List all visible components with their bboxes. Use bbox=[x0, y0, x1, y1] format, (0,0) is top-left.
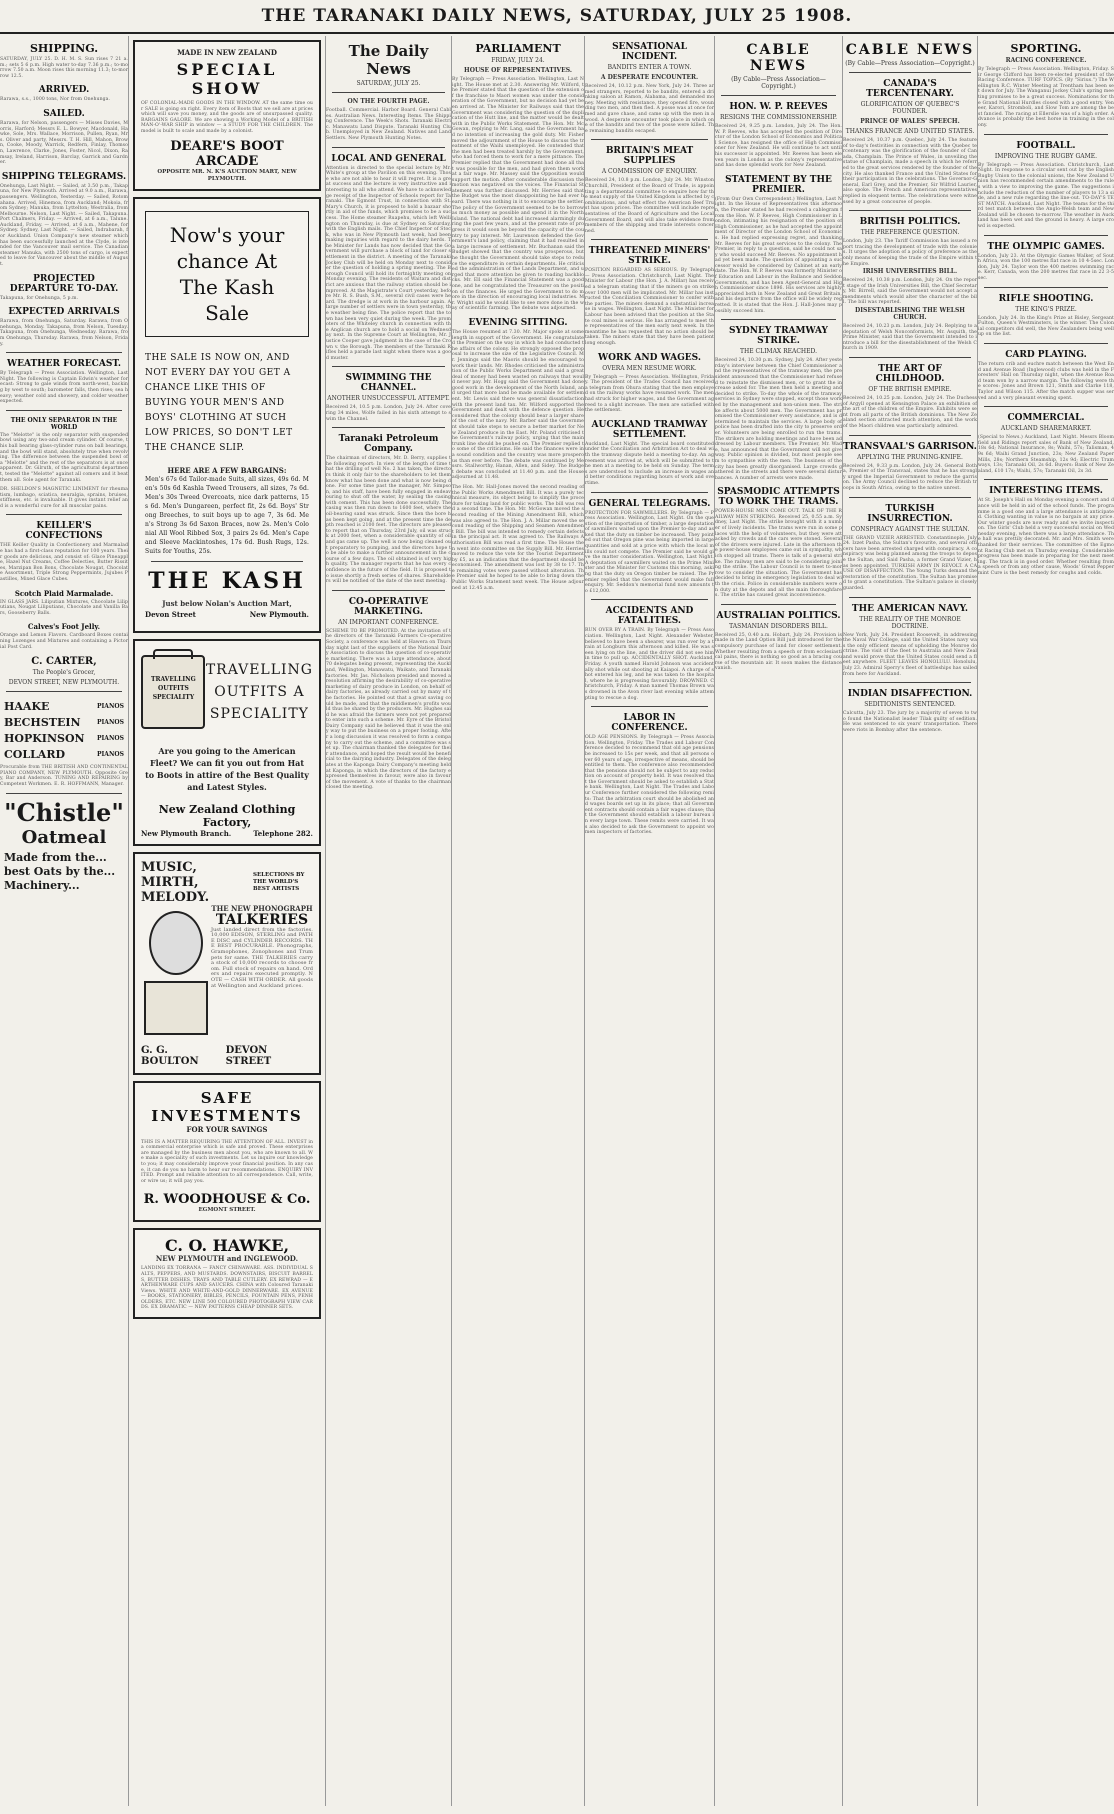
parliament-text-2: The Hon. Mr. Hall-Jones moved the second reading of the Public Works Amendment Bill. It was a purely technical measure, its object being to simplify the procedure for taking land for public works. The bill was read a second time. The Hon. Mr. McGowan moved the second reading of the Mining Amendment Bill, which was also agreed to. The Hon. J. A. Millar moved the second reading of the Shipping and Seamen Amendment Bill. The bill was intended to remedy certain defects in the principal act. It was agreed to. The Railways Authorisation Bill was read a first time. The House then went into committee on the Supply Bill. Mr. Herries moved to reduce the vote for the Tourist Department by £5, as an indication that the department should be economised. The amendment was lost by 38 to 17. The remaining votes were passed without alteration. The Premier said he hoped to be able to bring down the Public Works Statement next week. The House adjourned at 12.45 a.m. bbox=[452, 484, 584, 591]
divider bbox=[721, 604, 836, 605]
music-ad bbox=[133, 852, 321, 1075]
phonograph-icon bbox=[144, 981, 208, 1035]
kash-sub: Just below Nolan's Auction Mart, bbox=[162, 598, 292, 608]
rifle-heading: RIFLE SHOOTING. bbox=[998, 293, 1094, 304]
meat-heading: BRITAIN'S MEAT SUPPLIES bbox=[605, 146, 694, 167]
column-6 bbox=[715, 36, 843, 1806]
sporting-heading: SPORTING. bbox=[1010, 42, 1082, 55]
indian-text: Calcutta, July 23. The jury by a majority of seven to two found the Nationalist leader Tilak guilty of sedition. He was sentenced to six years' transportation. There were riots in Bombay after the sentence. bbox=[843, 711, 977, 734]
weather-heading: WEATHER FORECAST. bbox=[6, 359, 122, 370]
local-general-heading: LOCAL AND GENERAL bbox=[331, 153, 446, 164]
kash-ad bbox=[133, 197, 321, 633]
hawke-ad bbox=[133, 1228, 321, 1319]
made-nz-ad bbox=[133, 40, 321, 191]
music-body bbox=[141, 905, 313, 1039]
reeves-heading: HON. W. P. REEVES bbox=[729, 102, 828, 112]
american-text: New York, July 24. President Roosevelt, in addressing the Naval War College, said the United States navy was the only efficient means of upholding the Monroe doctrine. The visit of the fleet to Australia and New Zealand would prove that the United States could send a fleet anywhere. FLEET LEAVES HONOLULU. Honolulu, July 23. Admiral Sperry's fleet of battleships has sailed from here for Auckland. bbox=[843, 632, 977, 677]
turkish-sub: CONSPIRACY AGAINST THE SULTAN. bbox=[850, 525, 970, 533]
safe-sub: FOR YOUR SAVINGS bbox=[186, 1124, 268, 1134]
sharemarket-text: (Special to News.) Auckland, Last Night. Messrs Bloomfield and Ridings report sales of Bank of New Zealand, 18s 6d; National Insurance, 8s; Waihi, 57s; Talisman, 49s 6d; Waihi Grand Junction, 23s; New Zealand Paper Mills, 28s; Northern Steamship, 12s 9d; Electric Tramways, 13s; Taranaki Oil, 2s 6d. Buyers: Bank of New Zealand, £10 17s; Waihi, 57s; Taranaki Oil, 2s 3d. bbox=[978, 435, 1114, 474]
kings-sub: THE KING'S PRIZE. bbox=[1015, 305, 1077, 313]
divider bbox=[332, 427, 445, 428]
canada-heading: CANADA'S TERCENTENARY. bbox=[866, 79, 954, 99]
olympic-text: London, July 23. At the Olympic Games Walker, of South Africa, won the 100 metres flat race in 10 4-5sec. London, July 24. Taylor won the 400 metres swimming race. Kerr, Canada, won the 200 metres flat race in 22 3-5sec. bbox=[978, 253, 1114, 282]
daily-news-title: The Daily News bbox=[348, 42, 429, 78]
parliament-text: By Telegraph — Press Association. Wellington, Last Night. The House met at 2.30. Answering Mr. Wilford, the Premier stated that the question of the extension of the franchise to Maori women was under the consideration of the Government, but no decision had yet been arrived at. The Minister for Railways said that the Government was considering the question of the duplication of the Hutt line, and the matter would be dealt with in the Public Works Statement. The Hon. Mr. McGowan, replying to Mr. Lang, said the Government had no intention of increasing the gold duty. Mr. Fisher moved the adjournment of the House to discuss the treatment of the Waihi unemployed. He contended that the men had been treated harshly by the Government, who had forced them to work for a mere pittance. The Premier replied that the Government had done all that was possible for the men, and had given them work at a fair wage. Mr. Massey said the Opposition would support the motion. After considerable discussion the motion was negatived on the voices. The Financial Statement was further discussed. Mr. Herries said that the Budget was the most disappointing he had ever heard. There was nothing in it to encourage the settler. The policy of the Government seemed to be to borrow as much money as possible and spend it in the North Island. The national debt had increased alarmingly during the past few years, and at the present rate of progress it would soon be beyond the capacity of the country to pay interest. Mr. Laurenson defended the Government's land policy, claiming that it had resulted in a large increase of settlement. Mr. Buchanan said the Budget showed that the country was prosperous, but he thought the Government should take steps to reduce the expenditure in certain departments. He criticised the administration of the Lands Department, and urged that more attention be given to roading backblocks. Mr. Ell said the Financial Statement was a good one, and he congratulated the Treasurer on the position of the finances. He urged the Government to do more in the direction of encouraging local industries. Mr. Wright said he would like to see more done in the way of scientific farming. The debate was adjourned. bbox=[452, 77, 584, 312]
woodhouse-title: R. WOODHOUSE & Co. bbox=[143, 1192, 311, 1208]
arrived-text: Rarawa, s.s., 1000 tons, Nor from Onehunga. bbox=[0, 97, 111, 103]
edison-portrait bbox=[141, 905, 211, 1039]
divider bbox=[6, 793, 122, 794]
safe-ad bbox=[133, 1081, 321, 1223]
music-header bbox=[141, 860, 313, 905]
column-7 bbox=[843, 36, 978, 1806]
general-text: PROTECTION FOR SAWMILLERS. By Telegraph — Press Association. Wellington, Last Night. On the question of the importation of timber, a large deputation of sawmillers waited upon the Premier to-day and asked that the duty on timber be increased. They pointed out that Oregon pine was being imported in large quantities and sold at a price with which the local mills could not compete. The Premier said he would give the matter consideration. Wellington, Last Night. A deputation of sawmillers waited on the Prime Minister and the Minister for Customs this morning, asking that the duty on Oregon timber be raised. The Premier replied that the Government would make full enquiry. Mr. Seddon's memorial fund now amounts to £12,000. bbox=[585, 510, 714, 594]
separator-text: The "Melotte" is the only separator with suspended bowl using any two-and cream cylinder. Of course, this ball bearing glass-cylinder runs on ball bearings, and the bowl will stand, absolutely true when revolving. The difference between the suspended bowl of a "Melotte" and the rest of the separators is at once apparent. Dr. Gilruth, of the agricultural department, tested the "Melotte" against all comers and it beat them all. Sole agent for Taranaki. bbox=[0, 432, 128, 483]
cable-sub-2: (By Cable—Press Association—Copyright.) bbox=[845, 60, 975, 67]
special-show-title: SPECIAL SHOW bbox=[176, 60, 278, 98]
marmalade-heading: Scotch Plaid Marmalade. bbox=[14, 588, 114, 598]
chistle-heading: "Chistle" bbox=[4, 797, 124, 827]
commercial-heading: COMMERCIAL. bbox=[1007, 413, 1085, 424]
expected-text: Rarawa, from Onehunga, Saturday. Rarawa, from Onehunga, Monday. Takapuna, from Nelson, Tuesday. Takapuna, from Onehunga, Wednesday. Rarawa, from Onehunga, Thursday. Rarawa, from Nelson, Friday. bbox=[0, 319, 128, 347]
column-3 bbox=[326, 36, 452, 1806]
trunk-image bbox=[141, 647, 206, 737]
travelling-text: Are you going to the American Fleet? We can fit you out from Hat to Boots in attire of the Best Quality and Latest Styles. bbox=[145, 745, 309, 792]
divider bbox=[721, 95, 836, 96]
cooperative-sub: AN IMPORTANT CONFERENCE. bbox=[338, 618, 439, 626]
card-text: The return crib and euchre match between the West End and Avenue Road (Inglewood) clubs was held in the Foresters' Hall on Thursday night, when the Avenue Road team won by a narrow margin. The following were the scores: Jones and Brown 121, Smith and Clarke 118, Taylor and Wilson 115. After the match supper was served and a very pleasant evening spent. bbox=[978, 362, 1114, 401]
column-2 bbox=[129, 36, 326, 1806]
kash-headline: Now's your chance At The Kash Sale bbox=[169, 222, 285, 325]
calves-text: Orange and Lemon Flavors. Cardboard Boxes containing Lozenges and Mixtures and containing a Pictorial Post Card. bbox=[0, 633, 128, 650]
petroleum-heading: Taranaki Petroleum Company. bbox=[338, 434, 439, 455]
divider bbox=[332, 92, 445, 93]
keillers-text: THE Keiller Quality in Confectionery and Marmalade has had a first-class reputation for 100 years. Their goods are delicious, and consist of: Glace Pineapple, Hazel Nut Creams, Coffee Delecties, Butter Rissites, Marzipan Bon Bons, Chocolate Nougat, Chocolate Assortment, Triple Strong Peppermints, Jujubes Pastilles, Mixed Glace Cubes. bbox=[0, 543, 128, 583]
shipping-text: SATURDAY, JULY 25. D. H. M. S. Sun rises 7 21 a.m.; sets 5 6 p.m. High water to-day 7.36 p.m.; to-morrow 7.50 a.m. Moon rises this morning 11.3; to-morrow 12.5. bbox=[0, 57, 128, 79]
encounter-heading: A DESPERATE ENCOUNTER. bbox=[600, 74, 699, 81]
turkish-text: THE GRAND VIZIER ARRESTED. Constantinople, July 24. Izzet Pasha, the Sultan's favourite, and several officers have been arrested charged with conspiracy. A conspiracy was being planned among the troops to depose the Sultan, and Said Pasha, a former Grand Vizier, has been appointed. TURKISH ARMY IN REVOLT. A CAUSE OF DISAFFECTION. The Young Turks demand the restoration of the constitution. The Sultan has promised to grant a constitution. The Sultan's palace is closely guarded. bbox=[843, 535, 977, 591]
turkish-heading: TURKISH INSURRECTION. bbox=[867, 503, 953, 524]
divider bbox=[721, 319, 836, 320]
general-heading: GENERAL TELEGRAMS. bbox=[588, 498, 711, 509]
football-heading: FOOTBALL. bbox=[1016, 140, 1076, 151]
threatened-heading: THREATENED MINERS' STRIKE. bbox=[588, 246, 711, 267]
reeves-sub: RESIGNS THE COMMISSIONERSHIP. bbox=[719, 114, 838, 121]
petroleum-text: The chairman of directors, Mr. D. Berry, supplies the following report: In view of the length of time that the drilling of well No. 2 has taken, the directors think it only fair to the shareholders to let them know what has been done and what is now being done. For some time past the manager, Mr. Simpson, and his staff, have been fully engaged in endeavouring to shut off the water, by sealing the casing with cement. This has been done successfully. The casing was then run down to 1600 feet, where the oil-bearing sand was struck. Since then the bore has been kept going, and at the present time the depth reached is 2100 feet. The directors are pleased to report that on Thursday, 23rd July, oil was struck at 2000 feet, when a considerable quantity of oil and gas came up. The well is now being cleaned out preparatory to pumping, and the directors hope to be able to make a further announcement in the course of a few days. The oil obtained is of very high quality. The manager reports that he has every confidence in the future of the field. It is proposed to issue shortly a fresh series of shares. Shareholders will be notified of the date of the next meeting. bbox=[326, 456, 451, 585]
daily-news-date: SATURDAY, JULY 25. bbox=[356, 80, 421, 87]
divider bbox=[984, 235, 1108, 236]
column-4 bbox=[452, 36, 585, 1806]
keillers-heading: KEILLER'S CONFECTIONS bbox=[25, 521, 103, 542]
piano-item: HOPKINSON PIANOS bbox=[4, 732, 124, 746]
selections-text: SELECTIONS BY THE WORLD'S BEST ARTISTS bbox=[253, 871, 305, 892]
divider bbox=[332, 147, 445, 148]
hawke-title: C. O. HAWKE, bbox=[164, 1236, 290, 1256]
talkeries-body bbox=[211, 905, 313, 1039]
piano-item: COLLARD PIANOS bbox=[4, 748, 124, 762]
carter-sub: The People's Grocer, bbox=[32, 669, 96, 677]
fourth-page-heading: ON THE FOURTH PAGE. bbox=[347, 98, 430, 105]
cable-heading-2: CABLE NEWS bbox=[845, 42, 975, 58]
divider bbox=[591, 239, 708, 240]
special-show-text: OF COLONIAL-MADE GOODS IN THE WINDOW. AT the same time our SALE is going on right. Every item of Boots that we sell are at prices which will save you money, and the goods are of unsurpassed quality. BARGAINS GALORE. We are showing a Working Model of a BRITISH MAN-O'-WAR SHIP in window — a STUDY FOR THE CHILDREN. The model is built to scale and made by a colonist. bbox=[141, 101, 313, 134]
glorification-sub: GLORIFICATION OF QUEBEC'S FOUNDER. bbox=[860, 101, 960, 115]
american-sub: THE REALITY OF THE MONROE DOCTRINE. bbox=[859, 615, 961, 630]
british-text: London, July 23. The Tariff Commission has issued a report tracing the development of trade with the colonies. It urges the adoption of a policy of preference as the only means of keeping the trade of the Empire within the Empire. bbox=[843, 239, 977, 267]
divider bbox=[849, 357, 971, 358]
projected-heading: PROJECTED DEPARTURE TO-DAY. bbox=[9, 273, 119, 294]
divider bbox=[6, 410, 122, 411]
swimming-sub: ANOTHER UNSUCCESSFUL ATTEMPT. bbox=[327, 395, 450, 403]
irish-text: Received 24, 10.38 p.m. London, July 24. On the report stage of the Irish Universities Bill, the Chief Secretary, Mr. Birrell, said the Government would not accept amendments which would alter the character of the bill. The bill was reported. bbox=[843, 278, 977, 306]
spasmodic-heading: SPASMODIC ATTEMPTS TO WORK THE TRAMS. bbox=[717, 487, 840, 508]
sydney-heading: SYDNEY TRAMWAY STRIKE. bbox=[729, 326, 828, 347]
expected-heading: EXPECTED ARRIVALS bbox=[8, 307, 120, 318]
canada-text: Received 24, 10.37 p.m. Quebec, July 24. The feature of to-day's festivities in connection with the Quebec tercentenary was the glorification of the founder of Canada, Champlain. The Prince of Wales, in unveiling the statue of Champlain, made a speech in which he referred to the great services rendered by the founder of the city. He also thanked France and the United States for their participation in the celebrations. The Governor-General, Earl Grey, and the Premier, Sir Wilfrid Laurier, also spoke. The French and American representatives replied in eloquent terms. The celebrations were witnessed by a great concourse of people. bbox=[843, 138, 977, 205]
divider bbox=[849, 72, 971, 73]
childhood-sub: OF THE BRITISH EMPIRE. bbox=[868, 386, 952, 394]
travelling-header bbox=[141, 647, 313, 737]
portrait-icon bbox=[149, 911, 203, 975]
talkeries-title: TALKERIES bbox=[215, 911, 309, 928]
separator-text-2: DR. SHELDON'S MAGNETIC LINIMENT for rheumatism, lumbago, sciatica, neuralgia, sprains, bruises, stiffness, etc. is invaluable. It gives instant relief and is a wonderful cure for all muscular pains. bbox=[0, 487, 128, 509]
nz-clothing-sub: New Plymouth Branch. Telephone 282. bbox=[141, 828, 313, 838]
childhood-text: Received 24, 10.25 p.m. London, July 24. The Duchess of Argyll opened at Kensington Palace an exhibition of the art of the children of the Empire. Exhibits were sent from all parts of the British dominions. The New Zealand section attracted much attention, and the work of the Maori children was particularly admired. bbox=[843, 396, 977, 429]
accidents-text: RUN OVER BY A TRAIN. By Telegraph — Press Association. Wellington, Last Night. Alexander Webster, believed to have been a shearer, was run over by a train at Longburn this afternoon and killed. He was seen lying on the line, and the driver did not see him in time to pull up. ACCIDENTALLY SHOT. Auckland, Friday. A youth named Harold Johnson was accidentally shot while out shooting at Kaiapoi. A charge of shot entered his leg, and he was taken to the hospital, where he is progressing favourably. DROWNED. Christchurch, Friday. A man named Thomas Brown was drowned in the Avon river last evening while attempting to rescue a dog. bbox=[585, 628, 714, 701]
childhood-heading: THE ART OF CHILDHOOD. bbox=[875, 364, 945, 385]
labor-heading: LABOR IN CONFERENCE. bbox=[611, 713, 688, 734]
piano-item: BECHSTEIN PIANOS bbox=[4, 716, 124, 730]
sensational-sub: BANDITS ENTER A TOWN. bbox=[607, 64, 692, 71]
made-nz-label: MADE IN NEW ZEALAND bbox=[177, 48, 277, 57]
transvaal-heading: TRANSVAAL'S GARRISON. bbox=[843, 441, 977, 452]
parliament-heading: PARLIAMENT bbox=[475, 42, 561, 55]
pianos-text: Procurable from THE BRITISH AND CONTINENTAL PIANO COMPANY, NEW PLYMOUTH. Opposite Grey, Bar and Anderson. TUNING AND REPAIRING by Competent Workmen. E. R. HOFFMANN, Manager. bbox=[0, 765, 128, 787]
transvaal-text: Received 24, 9.33 p.m. London, July 24. General Botha, Premier of the Transvaal, states that he has strongly urged the Imperial Government to reduce the garrison. The Army Council declined to reduce the British troops in South Africa, owing to the native unrest. bbox=[843, 463, 977, 491]
divider bbox=[849, 497, 971, 498]
sharemarket-sub: AUCKLAND SHAREMARKET. bbox=[1000, 425, 1092, 433]
trunk-icon: TRAVELLING OUTFITS SPECIALITY bbox=[141, 655, 205, 729]
marmalade-text: IN GLASS JARS. Liliputian Mixtures, Chocolate Liliputians, Nougat Liliputians, Chocolate and Vanilla Bars, Gooseberry Balls. bbox=[0, 599, 128, 616]
transvaal-sub: APPLYING THE PRUNING-KNIFE. bbox=[857, 453, 963, 461]
evening-text: The House resumed at 7.30. Mr. Major spoke at some length in support of the Government. He congratulated the Premier on the way in which he had conducted the affairs of the colony. He strongly opposed the proposal to increase the size of the Legislative Council. Mr. Jennings said the Maoris should be encouraged to work their lands. Mr. Rhodes criticised the administration of the Public Works Department and said a great deal of money had been wasted on railways that would never pay. Mr. Hogg said the Government had done good work in the development of the North Island, and urged that more land be made available for settlement. Mr. Lewis said there was general dissatisfaction with the present land tax. Mr. Wilford supported the Government and dealt with the defence question. He considered that the colony should bear a larger share of the cost of the navy. Mr. Barber said the Government should take steps to secure a better market for New Zealand produce in the East. Mr. Poland criticised the Government's railway policy, urging that the main trunk line should be pushed on. The Premier replied to some of the criticisms. He said the finances were in a sound condition and the country was more prosperous than ever before. The debate was continued by Messrs. Stallworthy, Hanan, Allen, and Sidey. The Budget debate was concluded at 11.40 p.m. and the House adjourned at 11.48. bbox=[452, 329, 584, 481]
travelling-ad bbox=[133, 639, 321, 846]
divider bbox=[6, 352, 122, 353]
divider bbox=[849, 682, 971, 683]
interesting-heading: INTERESTING ITEMS. bbox=[989, 486, 1103, 497]
labor-text: OLD AGE PENSIONS. By Telegraph — Press Association. Wellington, Friday. The Trades and Labour Conference decided to recommend that old age pensions be increased to 15s per week, and that all persons over 60 years of age, irrespective of means, should be entitled to them. The conference also recommended that the pensions should not be subject to any reduction on account of property held. It was resolved that the Government should be asked to establish a State bank. Wellington, Last Night. The Trades and Labour Conference further considered the following remits: That the arbitration court should be abolished and wages boards set up in its place; that all Government contracts should contain a fair wages clause; that the Government should establish a labour bureau in every large town. These remits were carried. It was also decided to ask the Government to appoint women inspectors of factories. bbox=[585, 735, 714, 836]
indian-sub: SEDITIONISTS SENTENCED. bbox=[864, 701, 956, 709]
work-heading: WORK AND WAGES. bbox=[598, 352, 701, 363]
sailed-text: Rarawa, for Nelson, passengers — Misses Davies, Morris, Harford; Messrs E. L. Bowyer, Macdonald, Hawke, Sole, Mrs. Wallace, Morrison, Pullen, Ryan, Mrs. Oliver and party, Messrs. T. H. Hill, Mahon, Brown, Cooke, Moody, Warrick, Redfern, Finlay, Thomson, Lawrence, Clarke, Jones, Foster, Nicol, Dixon, Ramsay, Ireland, Harrison, Barclay, Garrick and Gardner. bbox=[0, 120, 128, 166]
divider bbox=[984, 343, 1108, 344]
music-title: MUSIC, MIRTH, MELODY. bbox=[141, 859, 210, 905]
divider bbox=[984, 479, 1108, 480]
prince-sub: PRINCE OF WALES' SPEECH. bbox=[860, 118, 960, 125]
kash-name: THE KASH bbox=[148, 567, 306, 594]
statement-text: (From Our Own Correspondent.) Wellington, Last Night. In the House of Representatives this afternoon, the Premier stated he had received a cablegram from the Hon. W. P. Reeves, High Commissioner in London, intimating his resignation of the position of High Commissioner, as he had accepted the appointment of Director of the London School of Economics. He had replied expressing regret, and thanking Mr. Reeves for his great services to the colony. The Premier, in reply to a question, said he could not say who would succeed Mr. Reeves. No appointment had yet been made. The question of appointing a successor would be considered by Cabinet at an early date. The Hon. W. P. Reeves was formerly Minister of Education and Labour in the Ballance and Seddon Governments, and has been Agent-General and High Commissioner since 1896. His services are highly appreciated both in New Zealand and Great Britain, and his departure from the office will be widely regretted. It is stated that the Hon. J. Hall-Jones may possibly succeed him. bbox=[715, 196, 842, 314]
auckland-heading: AUCKLAND TRAMWAY SETTLEMENT. bbox=[591, 419, 708, 440]
divider bbox=[984, 134, 1108, 135]
reeves-text: Received 24, 9.25 p.m. London, July 24. The Hon. W. P. Reeves, who has accepted the position of Director of the London School of Economics and Political Science, has resigned the office of High Commissioner for New Zealand. He will continue to act until his successor is appointed. Mr. Reeves has been eleven years in London as the colony's representative and has done splendid work for New Zealand. bbox=[715, 124, 842, 169]
divider bbox=[849, 597, 971, 598]
sensational-heading: SENSATIONAL INCIDENT. bbox=[612, 42, 687, 62]
bargains-heading: HERE ARE A FEW BARGAINS: bbox=[167, 465, 287, 475]
house-heading: HOUSE OF REPRESENTATIVES. bbox=[464, 67, 572, 74]
swimming-text: Received 24, 10.5 p.m. London, July 24. After covering 34 miles, Wolfe failed in his sixth attempt to swim the Channel. bbox=[326, 405, 451, 422]
accidents-heading: ACCIDENTS AND FATALITIES. bbox=[605, 606, 694, 627]
deare-sub: OPPOSITE MR. N. K'S AUCTION MART, NEW PLYMOUTH. bbox=[157, 168, 297, 182]
parliament-date: FRIDAY, JULY 24. bbox=[491, 57, 545, 64]
threatened-text: POSITION REGARDED AS SERIOUS. By Telegraph — Press Association. Christchurch, Last Night. The Minister for Labour (the Hon. J. A. Millar) has received a telegram stating that if the miners go on strike over 1000 men will be implicated. Mr. Millar has instructed the Conciliation Commissioner to confer with the parties. The miners demand a substantial increase in wages. Wellington, Last Night. The Minister for Labour has been advised that the position at the State coal mines is serious. He has arranged to meet the representatives of the men early next week. In the meantime he has requested that no action should be taken. The miners state that they have been patient long enough. bbox=[585, 268, 715, 346]
rugby-heading: IMPROVING THE RUGBY GAME. bbox=[994, 152, 1098, 160]
cable-heading: CABLE NEWS bbox=[746, 42, 811, 74]
column-5 bbox=[585, 36, 715, 1806]
divider bbox=[849, 435, 971, 436]
divider bbox=[6, 691, 122, 692]
racing-text: By Telegraph — Press Association. Wellington, Friday. Sir George Clifford has been re-elected president of the Racing Conference. TURF TOPICS. (By "Sirius.") The Wellington R.C. Winter Meeting at Trentham has been set down for July. The Wanganui Jockey Club's spring meeting promises to be a great success. Nominations for the Grand National Hurdles closed with a good entry. Veneer, Karori, Stromboli, and Slow Tom are among the best fancied. The racing at Ellerslie was of a high order. Advance is probably the best horse in training in the colony. bbox=[978, 67, 1114, 128]
work-text: By Telegraph — Press Association. Wellington, Friday. The president of the Trades Council has received a telegram from Ohura stating that the men employed on the railway works have resumed work. The men had struck for higher wages, and the Government agreed to a slight increase. The men are satisfied with the settlement. bbox=[585, 374, 714, 414]
separator-heading: THE ONLY SEPARATOR IN THE WORLD bbox=[10, 416, 118, 431]
carter-addr: DEVON STREET, NEW PLYMOUTH. bbox=[8, 679, 120, 687]
projected-text: Takapuna, for Onehunga, 5 p.m. bbox=[0, 295, 79, 301]
new-phono: THE NEW PHONOGRAPH bbox=[211, 903, 313, 913]
cable-sub: (By Cable—Press Association—Copyright.) bbox=[731, 76, 826, 90]
evening-heading: EVENING SITTING. bbox=[468, 317, 568, 328]
shipping-telegrams-text: Onehunga, Last Night. — Sailed, at 3.50 p.m., Takapuna, for New Plymouth. Arrived at 9.0 a.m., Rarawa, passengers. Wellington, Yesterday. — Sailed, Rotomahana. Arrived, Hinemoa, from Auckland; Mokoia, from Sydney; Manuka, from Lyttelton; Westralia, from Melbourne. Nelson, Last Night. — Sailed, Takapuna. Port Chalmers, Friday. — Arrived, at 6 a.m., Talune. Auckland, Friday. — Arrived, at 6 a.m., Mahene, for Sydney. Sydney, Last Night. — Sailed, Indrabarah, for Auckland. Union Company's new steamer which has been successfully launched at the Clyde, is intended for the Vancouver mail service. The Canadian steamer Manuka, with 2500 tons of cargo, is expected to leave for Vancouver about the middle of August. bbox=[0, 183, 128, 268]
woodhouse-sub: EGMONT STREET. bbox=[198, 1207, 256, 1214]
weather-text: By Telegraph — Press Association. Wellington, Last Night. The following is Captain Edwin's weather forecast: Strong to gale winds from north-west, backing by west to south; barometer falls, then rises; sea heavy; weather cold and showery, and colder weather expected. bbox=[0, 371, 128, 405]
masthead-title: THE TARANAKI DAILY NEWS, SATURDAY, JULY 25 1908. bbox=[261, 6, 853, 26]
rifle-text: London, July 24. In the King's Prize at Bisley, Sergeant Fulton, Queen's Westminsters, is the winner. The Colonial competitors did well, the New Zealanders being well up on the list. bbox=[978, 315, 1114, 338]
made-from: Made from the... best Oats by the... Machinery... bbox=[4, 850, 116, 892]
kash-address: Devon Street New Plymouth. bbox=[145, 609, 309, 619]
american-heading: THE AMERICAN NAVY. bbox=[851, 603, 969, 614]
column-1 bbox=[0, 36, 129, 1806]
meat-text: Received 24, 10.8 p.m. London, July 24. Mr. Winston Churchill, President of the Board of Trade, is appointing a departmental committee to enquire how far the meat supply of the United Kingdom is affected by combinations, and what effect the American Beef Trust has upon prices. The committee will include representatives of the Board of Agriculture and the Local Government Board, and will also take evidence from members of the shipping and trade interests concerned. bbox=[585, 178, 714, 234]
divider bbox=[849, 210, 971, 211]
meat-sub: A COMMISSION OF ENQUIRY. bbox=[601, 168, 698, 176]
sydney-text: Received 24, 10.30 p.m. Sydney, July 24. After yesterday's interview between the Chief Commissioner and the representatives of the tramway men, the president announced that the Commissioner had refused to reinstate the dismissed men, or to grant the increase asked for. The men then held a meeting and decided to strike. To-day the whole of the tramway services in Sydney were stopped, except those worked by the management and non-union men. The strike affects about 5000 men. The Government has promised the Commissioner every assistance, and is determined to maintain the services. A large body of police has been drafted into the city to preserve order. Volunteers are being enrolled to run the trams. The strikers are holding meetings and have been addressed by Labour members. The Premier, Mr. Wade, has announced that the Government will not give way. Public opinion is divided, but most people seem to sympathise with the men. The business of the city has been greatly disorganised. Large crowds gathered in the streets and there were several disturbances. A number of arrests were made. bbox=[715, 358, 843, 481]
australian-text: Received 25, 0.40 a.m. Hobart, July 24. Provision is made in the Land Option Bill just introduced for the compulsory purchase of land for closer settlement. Whether resulting from a speech or from ecclesiastical pains, there is nothing so good as a bracing course of the mountain air. It soon makes the distance vanish. bbox=[715, 632, 842, 672]
indian-heading: INDIAN DISAFFECTION. bbox=[847, 689, 973, 700]
divider bbox=[591, 139, 708, 140]
boulton-footer: G. G. BOULTON DEVON STREET bbox=[141, 1044, 272, 1067]
divider bbox=[591, 492, 708, 493]
cooperative-text: SCHEME TO BE PROMOTED. At the invitation of the directors of the Taranaki Farmers Co-operative Society, a conference was held at Hawera on Thursday night last of the suppliers of the National Dairy Association to discuss the question of co-operative marketing. There was a large attendance, about 70 delegates being present, representing the Auckland, Wellington, Manawatu, Waikato, and Taranaki factories. Mr. Jas. Nicholson presided and moved a resolution affirming the desirability of co-operative marketing of dairy produce in London, on behalf of dairy factories, as already carried out by many of the factories. He pointed out that a great saving could be made, and that the middlemen's profits would thus be shared by the producers. Mr. Hughes said he was afraid the farmers were not yet prepared to enter into such a scheme. Mr. Eyre of the Bristol Dairy Company said he believed that it was the only way to put the business on a proper footing. After a long discussion it was resolved to form a company to carry out the scheme, and a committee was set up. The chairman thanked the delegates for their attendance, and hoped the result would be beneficial to the dairying industry. Delegates of the delegates at the Kaponga Dairy Company's meeting held at Kaponga, in which the directors of the factory expressed themselves in favour, were also in favour of the movement. A vote of thanks to the chairman closed the meeting. bbox=[326, 628, 451, 791]
arrived-heading: ARRIVED. bbox=[38, 85, 90, 96]
pianos-list bbox=[0, 697, 128, 765]
divider bbox=[984, 406, 1108, 407]
divider bbox=[984, 287, 1108, 288]
divider bbox=[332, 366, 445, 367]
spasmodic-text: POWER-HOUSE MEN COME OUT. TALK OF THE RAILWAY MEN STRIKING. Received 25, 0.55 a.m. Sydney, Last Night. The strike brought with it a number of lively incidents. The trams were run in some places with the help of volunteers, but they were attacked by crowds and the cars were stoned. Several of the drivers were injured. Late in the afternoon the power-house employees came out in sympathy, which stopped all trams. There is talk of a general strike. The railway men are said to be considering joining the strike. The Labour Council is to meet to-morrow to consider the situation. The Government has decided to bring in emergency legislation to deal with the crisis. Police in considerable numbers were on duty at the depots and all the main thoroughfares. The strike has caused great inconvenience. bbox=[715, 509, 842, 599]
talkeries-text: Just landed direct from the factories. 10,000 EDISON, STERLING and PATHE DISC and CYLINDER RECORDS. THE BEST PROCURABLE. Phonographs, Gramophones, Zonophones and Trumpets for same. THE TALKERIES carry a stock of 10,000 records to choose from. Full stock of repairs on hand. Orders and repairs executed promptly. NOTE — CASH WITH ORDER. All goods at Wellington and Auckland prices. bbox=[211, 926, 313, 989]
travelling-title: TRAVELLING OUTFITS A SPECIALITY bbox=[205, 661, 313, 722]
shipping-heading: SHIPPING. bbox=[29, 42, 99, 55]
divider bbox=[332, 590, 445, 591]
thanks-sub: THANKS FRANCE AND UNITED STATES. bbox=[845, 128, 975, 135]
disestablishing-text: Received 24, 10.23 p.m. London, July 24. Replying to a deputation of Welsh Nonconformists, Mr. Asquith, the Prime Minister, said that the Government intended to introduce a bill for the disestablishment of the Welsh Church in 1909. bbox=[843, 324, 977, 352]
carter-heading: C. CARTER, bbox=[31, 656, 97, 668]
statement-heading: STATEMENT BY THE PREMIER. bbox=[725, 174, 832, 195]
column-8 bbox=[978, 36, 1114, 1806]
disestablishing-sub: DISESTABLISHING THE WELSH CHURCH. bbox=[855, 307, 965, 322]
olympic-heading: THE OLYMPIC GAMES. bbox=[987, 241, 1105, 252]
hawke-text: LANDING EX TORRANA — FANCY CHINAWARE. ASS. INDIVIDUAL SALTS, PEPPERS, AND MUSTARDS. DOWNSTAIRS, BISCUIT BARRELS, BUTTER DISHES. TRAYS AND TABLE CUTLERY. EX REWRAD — EARTHENWARE CUPS AND SAUCERS. CHINA with Coloured Taranaki Views. WHITE AND WHITE-AND-GOLD DINNERWARE. EX AVENUE — BOOKS, STATIONERY, BIBLES, PENCILS, FOUNTAIN PENS, PENHOLDERS, ETC. NEW LINE 500 COLOURED PHOTOGRAPH VIEW CARDS. EX DRAMATIC — NEW PATTERNS CHEAP DINNER SETS. bbox=[141, 1266, 313, 1311]
football-text: By Telegraph — Press Association. Christchurch, Last Night. In response to a circular sent out by the English Rugby Union to the colonial unions, the New Zealand Union has recommended certain amendments to the rules with a view to improving the game. The suggestions include the reduction of the number of players to 13 a side, and a new rule regarding the line-out. TO-DAY'S TEST MATCH. Auckland, Last Night. The teams for the third test match between the Anglo-Welsh team and New Zealand will be chosen to-morrow. The weather in Auckland has been wet and the ground is heavy. A large crowd is expected. bbox=[978, 162, 1114, 230]
calves-heading: Calves's Foot Jelly. bbox=[27, 622, 101, 632]
divider bbox=[151, 561, 303, 562]
interesting-text: At St. Joseph's Hall on Monday evening a concert and dance will be held in aid of the school funds. The programme is a good one and a large attendance is anticipated. Clothing wanting in value is no bargain at any price. Our winter goods are now ready and we invite inspection. The Girls' Club held a very successful social on Wednesday evening, when there was a large attendance. The hall was prettily decorated. Mr. and Mrs. Smith were thanked for their services. The committee of the Egmont Racing Club met on Thursday evening. Considerable progress has been made in preparing for the next meeting. The track is in good order. Whether resulting from a speech or from any other cause, Woods' Great Peppermint Cure is the best remedy for coughs and colds. bbox=[978, 498, 1114, 577]
auckland-text: Auckland, Last Night. The special board constituted under the Conciliation and Arbitration Act to deal with the tramway dispute held a meeting to-day. An agreement was arrived at, which will be submitted to the men at a meeting to be held on Sunday. The terms are understood to include an increase in wages and better conditions regarding hours of work and overtime. bbox=[585, 441, 714, 486]
hawke-sub: NEW PLYMOUTH and INGLEWOOD. bbox=[155, 1254, 299, 1264]
work-sub: OVERA MEN RESUME WORK. bbox=[602, 364, 697, 372]
irish-sub: IRISH UNIVERSITIES BILL. bbox=[862, 268, 958, 276]
fourth-page-text: Football. Commercial. Harbor Board. General Cables. Australian News. Interesting Items. The Shipping Conference. The Week's Shots. Taranaki Electric. Manawatu Land Dispute. Taranaki Hunting Club. Unemployed in New Zealand. Natives and Land Settlers. New Plymouth Hunting Notes. bbox=[326, 108, 451, 141]
sale-text: THE SALE IS NOW ON, AND NOT EVERY DAY YOU GET A CHANCE LIKE THIS OF BUYING YOUR MEN'S AND BOYS' CLOTHING AT SUCH LOW PRICES, SO DON'T LET THE CHANCE SLIP. bbox=[145, 352, 293, 453]
divider bbox=[591, 599, 708, 600]
sailed-heading: SAILED. bbox=[43, 108, 85, 119]
card-heading: CARD PLAYING. bbox=[1005, 350, 1087, 360]
nz-clothing: New Zealand Clothing Factory, bbox=[158, 802, 296, 829]
sensational-text: Received 24, 10.12 p.m. New York, July 24. Three armed strangers, reported to be bandits, entered a drinking saloon at Ramon, Alabama, and demanded money. Meeting with resistance, they opened fire, wounding two men, and then fled. A posse was at once formed and gave chase, and came up with the men in a wood. A desperate encounter took place in which one of the bandits and two of the posse were killed. The remaining bandits escaped. bbox=[585, 84, 714, 134]
local-general-text: Attention is directed to the special lecture by Mr. White's group at the Pavilion on this evening. Those who are not able to hear it will regret. It is a great success and the lecture is very instructive and interesting to all who attend. We have to acknowledge receipt of the Inspector of Schools report for Taranaki. The Egmont Trust, in connection with St. Mary's Church, it is proposed to hold a bazaar shortly in aid of the funds, which promises to be a success. The Home steamer Ruapehu, which left Wellington on Thursday, is due at Sydney on Saturday, with the English mails. The Chief Inspector of Stock, who was in New Plymouth last week, had been making inquiries with regard to the dairy herds. The Minister for Lands has now decided that the Government will purchase a block of land for closer settlement in the district. A meeting of the Taranaki Jockey Club will be held on Monday next to consider the question of holding a spring meeting. The Borough Council will hold its fortnightly meeting on Monday evening. The residents of Waitara and district are anxious that the railway station should be improved. At the Magistrate's Court yesterday, before Mr. R. S. Bush, S.M., several civil cases were heard. The dredge is at work in the harbour again. A large number of settlers were in town yesterday, the weather being fine. The police report that the town has been very quiet during the week. The promoters of the Whiteley church in connection with the Anglican church are to hold a social on Wednesday next. In the Supreme Court at Wellington, Mr. Justice Cooper gave judgment in the case of the Crown v. the Borough. The members of the Taranaki Rifles held a parade last night when there was a good muster. bbox=[326, 165, 451, 361]
australian-heading: AUSTRALIAN POLITICS. bbox=[716, 610, 841, 621]
preference-sub: THE PREFERENCE QUESTION. bbox=[860, 229, 960, 237]
cooperative-heading: CO-OPERATIVE MARKETING. bbox=[348, 596, 429, 617]
oatmeal-heading: Oatmeal bbox=[21, 826, 107, 848]
swimming-heading: SWIMMING THE CHANNEL. bbox=[345, 373, 432, 394]
safe-text: THIS IS A MATTER REQUIRING THE ATTENTION OF ALL. INVEST in a commercial enterprise which is safe and proved. These enterprises are managed by the business men about you, who are known to all. We make a speciality of such investments. Let us inquire our knowledge to you; it may considerably improve your financial position. In any case, it can do you no harm to hear our recommendations. ENQUIRY INVITED. Prompt and reliable attention to all correspondence. Call, write, or wire us; it will pay you. bbox=[141, 1139, 313, 1184]
masthead bbox=[0, 6, 1114, 34]
kash-headline-box bbox=[145, 211, 309, 337]
racing-heading: RACING CONFERENCE. bbox=[1005, 57, 1087, 64]
tasmanian-sub: TASMANIAN DISORDERS BILL. bbox=[729, 622, 828, 630]
bargains-list: Men's 67s 6d Tailor-made Suits, all sizes, 49s 6d. Men's 50s 6d Kashla Tweed Trousers, all sizes, 7s 6d. Men's 30s Tweed Overcoats, nice dark patterns, 15s 6d. Men's Dungareen, perfect fit, 2s 6d. Boys' Strong Breeches, to suit boys up to age 7, 3s 6d. Men's Strong 3s 6d Saxon Braces, now 2s. Men's Colonial All Wool Ribbed Sox, 3 pairs 2s 6d. Men's Cape and Sleeve Mackintoshes, 17s 6d. Bush Rugs, 12s. Suits for Youths, 25s. bbox=[145, 475, 309, 555]
deare-title: DEARE'S BOOT ARCADE bbox=[170, 138, 284, 169]
sydney-sub: THE CLIMAX REACHED. bbox=[739, 348, 818, 356]
shipping-telegrams-heading: SHIPPING TELEGRAMS. bbox=[1, 171, 127, 182]
british-heading: BRITISH POLITICS. bbox=[859, 217, 961, 228]
divider bbox=[591, 706, 708, 707]
safe-title: SAFE INVESTMENTS bbox=[151, 1088, 303, 1125]
piano-item: HAAKE PIANOS bbox=[4, 700, 124, 714]
divider bbox=[6, 514, 122, 515]
